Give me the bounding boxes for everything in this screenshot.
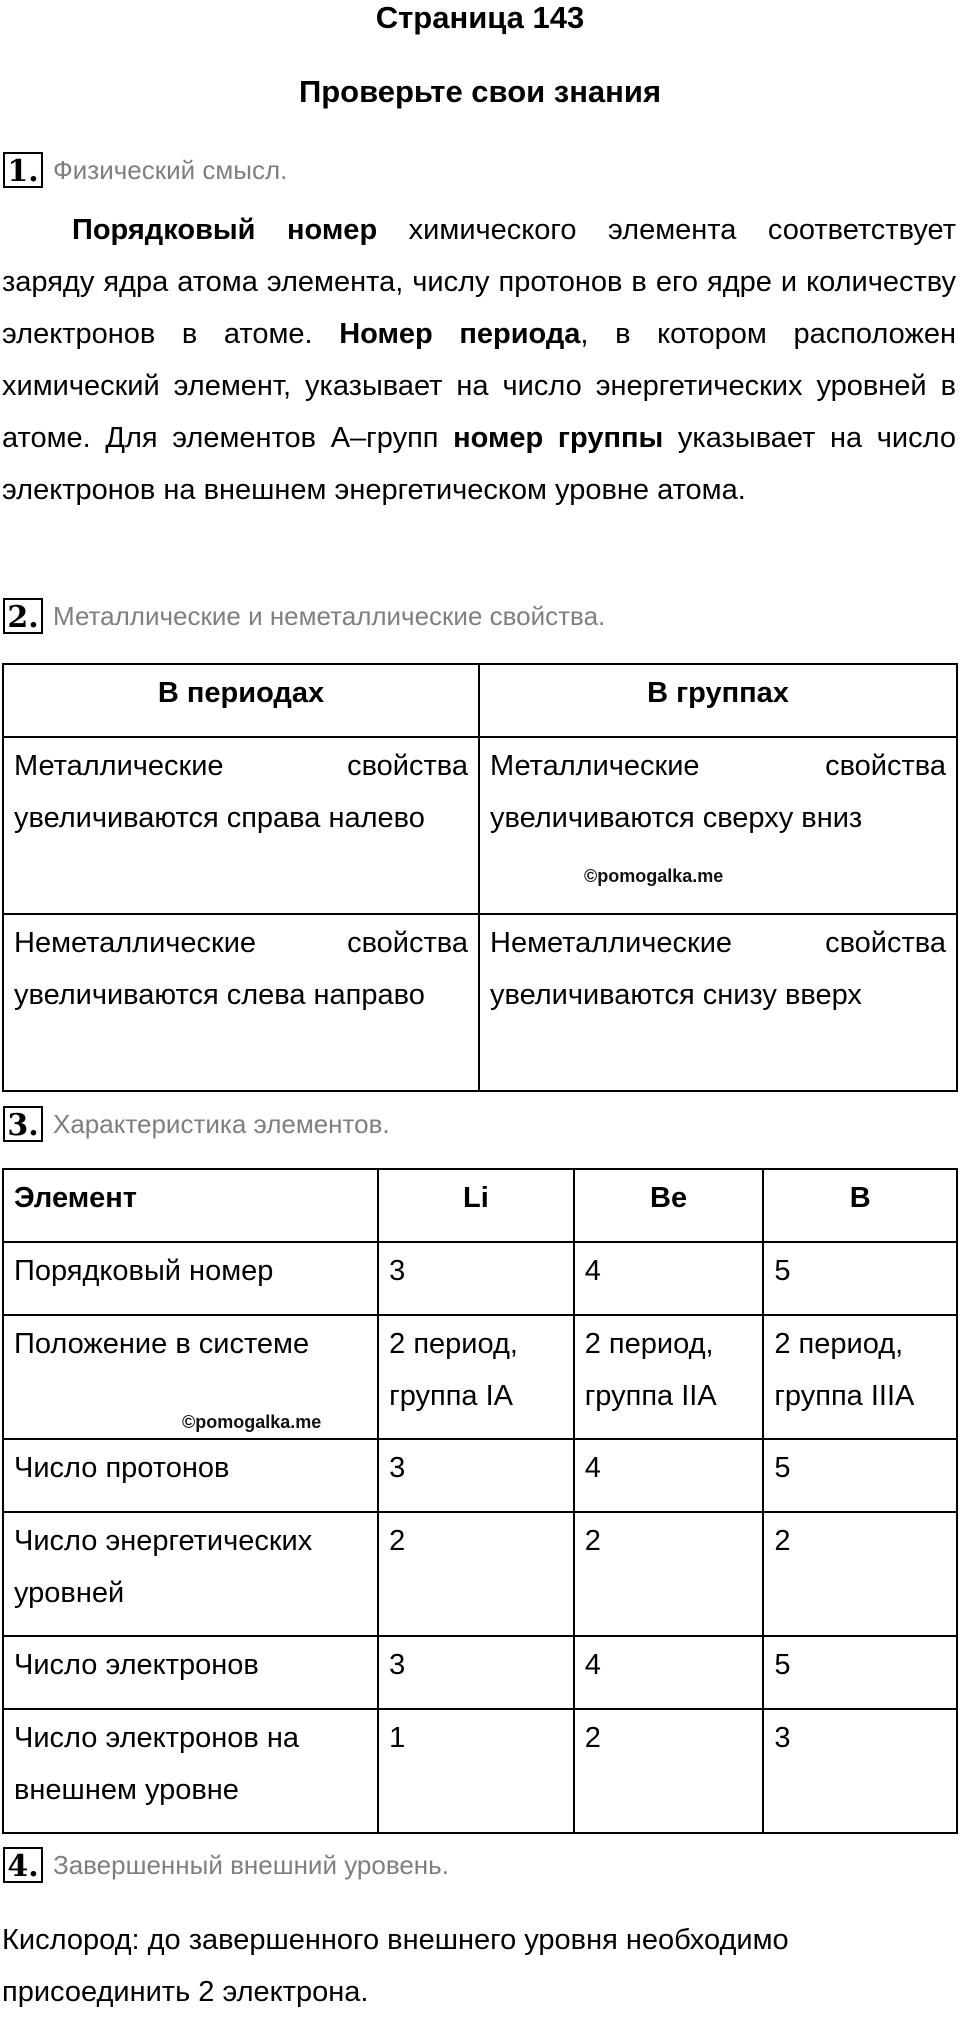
q3-cell: Число электронов на внешнем уровне (3, 1709, 378, 1833)
q1-bold-1: Порядковый номер (72, 214, 378, 246)
q2-header (3, 596, 605, 636)
table-row (3, 1512, 957, 1636)
q1-header (3, 150, 287, 190)
q3-cell: 2 (763, 1512, 957, 1636)
q3-cell (3, 1315, 378, 1439)
q3-cell: 5 (763, 1636, 957, 1709)
table-row (3, 1439, 957, 1512)
table-row (3, 1709, 957, 1833)
q3-cell: Число электронов (3, 1636, 378, 1709)
q3-cell-text: Положение в системе (14, 1328, 310, 1360)
table-row (3, 737, 957, 914)
section-title: Проверьте свои знания (298, 74, 662, 109)
q3-cell: 3 (378, 1439, 574, 1512)
q2-cell: Неметаллические свойства увеличиваются снизу вверх (479, 914, 957, 1091)
q3-cell: 4 (574, 1636, 764, 1709)
q3-cell: Число протонов (3, 1439, 378, 1512)
q3-cell: Порядковый номер (3, 1242, 378, 1315)
table-row (3, 1315, 957, 1439)
q3-cell: 2 (574, 1512, 764, 1636)
q1-text-3: указывает на число электронов на внешнем энергетическом уровне атома. (2, 422, 956, 506)
q4-header (3, 1845, 449, 1885)
q3-table (2, 1168, 958, 1834)
q3-header-element: Элемент (3, 1169, 378, 1242)
q2-header-periods: В периодах (3, 664, 479, 737)
table-row (3, 1636, 957, 1709)
table-row (3, 914, 957, 1091)
q4-title: Завершенный внешний уровень. (53, 1849, 449, 1880)
q3-cell: 3 (763, 1709, 957, 1833)
q3-header-li: Li (378, 1169, 574, 1242)
q2-cell: Неметаллические свойства увеличиваются слева направо (3, 914, 479, 1091)
q2-number: 2. (3, 598, 43, 634)
q4-answer: Кислород: до завершенного внешнего уровня необходимо присоединить 2 электрона. (2, 1924, 789, 2008)
q2-cell: Металлические свойства увеличиваются справа налево (3, 737, 479, 914)
page-title: Страница 143 (375, 0, 585, 35)
q3-cell: 5 (763, 1242, 957, 1315)
q1-text-2: , в котором расположен химический элемент, указывает на число энергетических уровней в атоме. Для элементов А–групп (2, 318, 956, 454)
q3-cell: 3 (378, 1242, 574, 1315)
q3-cell: 2 период, группа IIIA (763, 1315, 957, 1439)
watermark: ©pomogalka.me (182, 1412, 322, 1432)
q2-table-header-row (3, 664, 957, 737)
q3-title: Характеристика элементов. (53, 1108, 390, 1139)
q3-cell: Число энергетических уровней (3, 1512, 378, 1636)
q3-cell: 2 период, группа IA (378, 1315, 574, 1439)
q1-number: 1. (3, 152, 43, 188)
q4-number: 4. (3, 1847, 43, 1883)
q2-table (2, 663, 958, 1092)
q3-cell: 2 (574, 1709, 764, 1833)
q3-cell: 2 период, группа IIA (574, 1315, 764, 1439)
q3-cell: 1 (378, 1709, 574, 1833)
q3-header-be: Be (574, 1169, 764, 1242)
q3-cell: 3 (378, 1636, 574, 1709)
q3-cell: 4 (574, 1439, 764, 1512)
watermark: ©pomogalka.me (584, 866, 724, 886)
q3-cell: 5 (763, 1439, 957, 1512)
q2-title: Металлические и неметаллические свойства. (53, 600, 606, 631)
q3-number: 3. (3, 1106, 43, 1142)
q1-bold-3: номер группы (453, 422, 664, 454)
q2-cell-text: Металлические свойства увеличиваются сверху вниз (490, 750, 946, 834)
q1-bold-2: Номер периода (339, 318, 581, 350)
table-row (3, 1242, 957, 1315)
q3-cell: 2 (378, 1512, 574, 1636)
q3-header (3, 1104, 390, 1144)
q2-cell (479, 737, 957, 914)
q1-title: Физический смысл. (53, 154, 288, 185)
q1-paragraph (2, 204, 956, 516)
q3-cell: 4 (574, 1242, 764, 1315)
q3-table-header-row (3, 1169, 957, 1242)
q3-header-b: B (763, 1169, 957, 1242)
q1-text-1: химического элемента соответствует заряду ядра атома элемента, числу протонов в его ядре и количеству электронов в атоме. (2, 214, 956, 350)
q2-header-groups: В группах (479, 664, 957, 737)
